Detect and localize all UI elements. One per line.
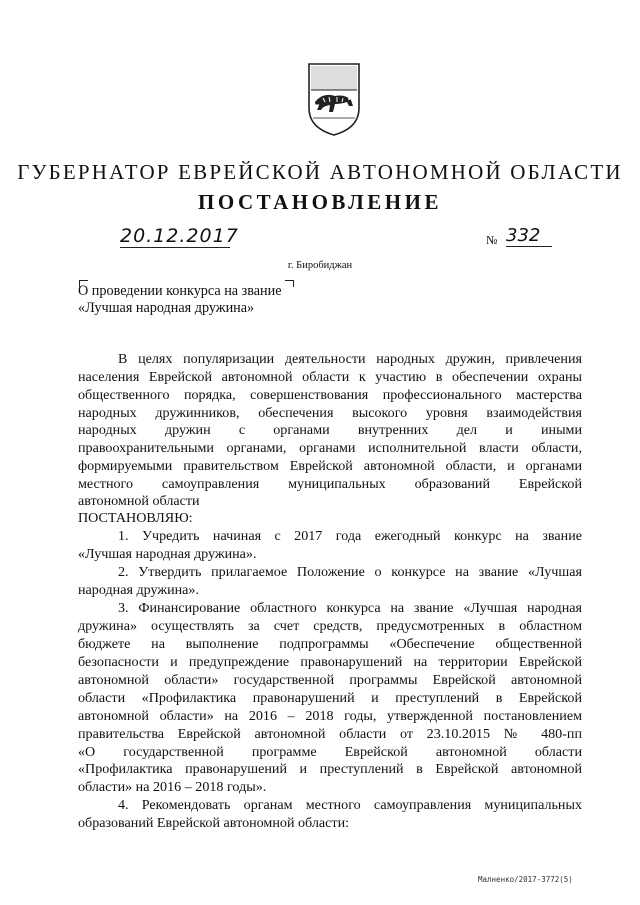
body-line: 4. Рекомендовать органам местного самоуправления муниципальных xyxy=(118,797,582,813)
body-line: местного самоуправления муниципальных образований Еврейской xyxy=(78,476,582,492)
issuing-authority: ГУБЕРНАТОР ЕВРЕЙСКОЙ АВТОНОМНОЙ ОБЛАСТИ xyxy=(17,160,623,184)
body-line: 3. Финансирование областного конкурса на звание «Лучшая народная xyxy=(118,600,582,616)
body-line: автономной области» на 2016 – 2018 годы, утвержденной постановлением xyxy=(78,708,582,724)
body-line: общественного порядка, совершенствования профессионального мастерства xyxy=(78,387,582,403)
body-line: правоохранительными органами, органами исполнительной власти области, xyxy=(78,440,582,456)
body-line: формируемыми правительством Еврейской автономной области, и органами xyxy=(78,458,582,474)
document-type-title: ПОСТАНОВЛЕНИЕ xyxy=(198,190,442,214)
body-line: правительства Еврейской автономной области от 23.10.2015 № 480-пп xyxy=(78,726,582,742)
subject-line-1: О проведении конкурса на звание xyxy=(78,283,282,299)
coat-of-arms-emblem-icon xyxy=(305,58,363,138)
body-line: «О государственной программе Еврейской автономной области xyxy=(78,744,582,760)
body-line: автономной области xyxy=(78,493,200,509)
body-line: дружина» осуществлять за счет средств, предусмотренных в областном xyxy=(78,618,582,634)
body-line: «Лучшая народная дружина». xyxy=(78,546,257,562)
subject-line-2: «Лучшая народная дружина» xyxy=(78,300,255,316)
body-line: «Профилактика правонарушений и преступлений в Еврейской автономной xyxy=(78,761,582,777)
decree-keyword: ПОСТАНОВЛЯЮ: xyxy=(78,510,193,526)
body-line: народная дружина». xyxy=(78,582,200,598)
issue-city: г. Биробиджан xyxy=(287,260,353,271)
document-date: 20.12.2017 xyxy=(120,225,239,247)
document-registry-code: Малненко/2017-3772(5) xyxy=(478,875,573,884)
body-line: народных дружинников, обеспечения высокого уровня взаимодействия xyxy=(78,405,582,421)
body-line: 2. Утвердить прилагаемое Положение о конкурсе на звание «Лучшая xyxy=(118,564,582,580)
body-line: народных дружин с органами внутренних дел и иными xyxy=(78,422,582,438)
number-label: № xyxy=(486,233,498,247)
body-line: населения Еврейской автономной области к участию в обеспечении охраны xyxy=(78,369,582,385)
subject-right-bracket xyxy=(285,280,294,287)
body-line: 1. Учредить начиная с 2017 года ежегодный конкурс на звание xyxy=(118,528,582,544)
body-line: области» на 2016 – 2018 годы». xyxy=(78,779,267,795)
body-line: бюджете на выполнение подпрограммы «Обеспечение общественной xyxy=(78,636,582,652)
body-line: безопасности и предупреждение правонарушений на территории Еврейской xyxy=(78,654,582,670)
document-number: 332 xyxy=(506,225,552,247)
body-line: автономной области» государственной программы Еврейской автономной xyxy=(78,672,582,688)
body-line: области «Профилактика правонарушений и преступлений в Еврейской xyxy=(78,690,582,706)
body-line: образований Еврейской автономной области: xyxy=(78,815,350,831)
body-line: В целях популяризации деятельности народных дружин, привлечения xyxy=(118,351,582,367)
